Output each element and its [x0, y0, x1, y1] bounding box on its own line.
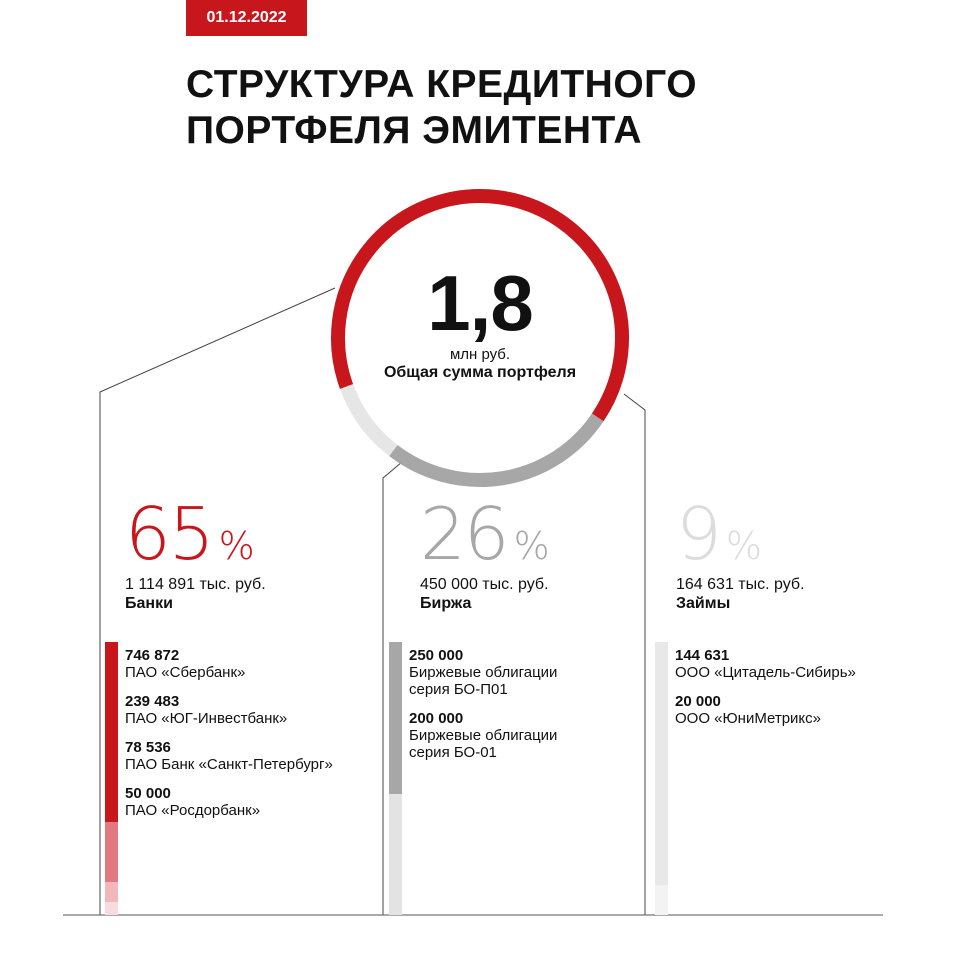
exchange-bar-segment-2 — [389, 794, 402, 915]
loans-bar — [655, 642, 668, 915]
total-value: 1,8 — [427, 259, 533, 347]
banks-label: Банки — [125, 595, 173, 612]
item-name: ПАО «Сбербанк» — [125, 664, 246, 681]
banks-percent — [125, 492, 266, 576]
exchange-amount: 450 000 тыс. руб. — [420, 576, 549, 593]
loans-bar-segment-2 — [655, 885, 668, 915]
item-value: 50 000 — [125, 785, 171, 802]
title-line-1: СТРУКТУРА КРЕДИТНОГО — [186, 63, 698, 106]
item-value: 144 631 — [675, 647, 730, 664]
loans-percent-sign: % — [725, 524, 762, 568]
list-item — [125, 785, 333, 819]
banks-percent-sign: % — [218, 524, 255, 568]
item-name: ООО «Цитадель-Сибирь» — [675, 664, 856, 681]
list-item — [675, 647, 856, 681]
category-exchange — [420, 492, 550, 614]
banks-bar-segment-2 — [105, 822, 118, 882]
loans-breakdown — [675, 647, 856, 739]
exchange-percent-sign: % — [513, 524, 550, 568]
date-badge: 01.12.2022 — [186, 0, 307, 36]
banks-percent-value: 65 — [125, 492, 213, 576]
banks-amount: 1 114 891 тыс. руб. — [125, 576, 266, 593]
list-item — [125, 739, 333, 773]
item-value: 746 872 — [125, 647, 180, 664]
banks-bar-segment-1 — [105, 642, 118, 822]
item-name: ПАО «Росдорбанк» — [125, 802, 261, 819]
item-value: 78 536 — [125, 739, 171, 756]
list-item — [125, 693, 333, 727]
exchange-bar-segment-1 — [389, 642, 402, 794]
banks-bar — [105, 642, 118, 915]
loans-percent-value: 9 — [676, 492, 720, 576]
banks-breakdown — [125, 647, 333, 831]
item-name: ПАО Банк «Санкт-Петербург» — [125, 756, 333, 773]
item-value: 239 483 — [125, 693, 180, 710]
banks-bar-segment-4 — [105, 902, 118, 915]
exchange-label: Биржа — [420, 595, 472, 612]
loans-bar-segment-1 — [655, 642, 668, 885]
exchange-bar — [389, 642, 402, 915]
item-name: Биржевые облигации серия БО-П01 — [409, 664, 558, 698]
item-value: 20 000 — [675, 693, 721, 710]
category-loans — [676, 492, 805, 614]
item-value: 250 000 — [409, 647, 464, 664]
exchange-percent-value: 26 — [420, 492, 508, 576]
item-name: Биржевые облигации серия БО-01 — [409, 727, 558, 761]
loans-amount: 164 631 тыс. руб. — [676, 576, 805, 593]
total-block — [380, 259, 580, 382]
banks-bar-segment-3 — [105, 882, 118, 902]
item-name: ООО «ЮниМетрикс» — [675, 710, 822, 727]
total-label: Общая сумма портфеля — [383, 364, 577, 381]
list-item — [675, 693, 856, 727]
total-unit: млн руб. — [449, 346, 511, 363]
exchange-breakdown — [409, 647, 599, 773]
item-value: 200 000 — [409, 710, 464, 727]
category-banks — [125, 492, 266, 614]
loans-percent — [676, 492, 805, 576]
list-item — [125, 647, 333, 681]
item-name: ПАО «ЮГ-Инвестбанк» — [125, 710, 288, 727]
list-item — [409, 647, 599, 698]
exchange-percent — [420, 492, 550, 576]
list-item — [409, 710, 599, 761]
loans-label: Займы — [676, 595, 731, 612]
title-line-2: ПОРТФЕЛЯ ЭМИТЕНТА — [186, 109, 643, 152]
donut-segment-loans — [347, 387, 394, 451]
donut-segment-exchange — [393, 417, 597, 480]
